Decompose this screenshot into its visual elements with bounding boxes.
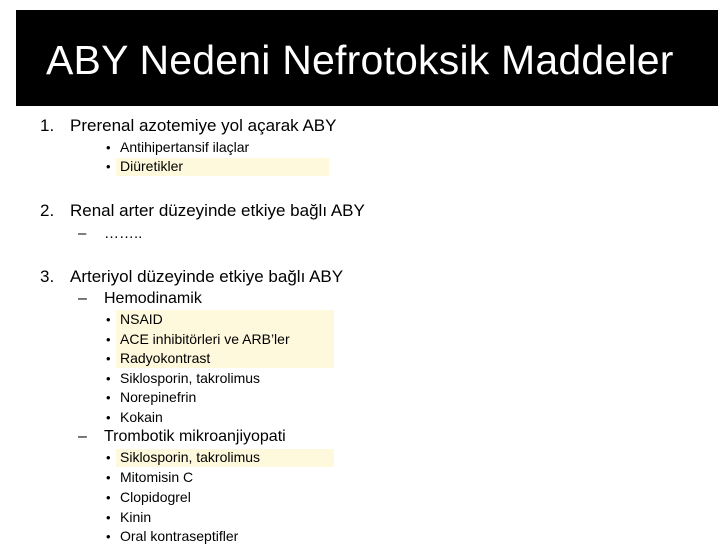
list-item: • Antihipertansif ilaçlar: [106, 139, 250, 155]
bullet-icon: •: [106, 490, 111, 505]
sub-item: – ……..: [78, 225, 143, 242]
section-2-text: Renal arter düzeyinde etkiye bağlı ABY: [70, 201, 365, 220]
section-2-number: 2.: [40, 201, 55, 220]
list-item: • Kokain: [106, 409, 163, 425]
list-item: • Kinin: [106, 509, 152, 525]
bullet-icon: •: [106, 529, 111, 544]
list-item: • Siklosporin, takrolimus: [106, 449, 261, 465]
section-1: [40, 116, 336, 136]
bullet-icon: •: [106, 410, 111, 425]
bullet-icon: •: [106, 371, 111, 386]
dash-icon: –: [78, 225, 87, 242]
section-3: [40, 267, 343, 287]
bullet-icon: •: [106, 159, 111, 174]
sub-item-hemodinamik: – Hemodinamik: [78, 290, 202, 307]
section-3-text: Arteriyol düzeyinde etkiye bağlı ABY: [70, 267, 344, 286]
dash-icon: –: [78, 428, 87, 445]
section-2: [40, 201, 365, 221]
bullet-icon: •: [106, 351, 111, 366]
list-item: • Norepinefrin: [106, 389, 197, 405]
bullet-icon: •: [106, 140, 111, 155]
bullet-icon: •: [106, 332, 111, 347]
list-item: • Oral kontraseptifler: [106, 528, 239, 544]
bullet-icon: •: [106, 312, 111, 327]
list-item: • Siklosporin, takrolimus: [106, 370, 261, 386]
dash-icon: –: [78, 290, 87, 307]
list-item: • Diüretikler: [106, 158, 184, 174]
list-item: • Radyokontrast: [106, 350, 211, 366]
bullet-icon: •: [106, 470, 111, 485]
bullet-icon: •: [106, 510, 111, 525]
bullet-icon: •: [106, 390, 111, 405]
bullet-icon: •: [106, 450, 111, 465]
section-1-text: Prerenal azotemiye yol açarak ABY: [70, 116, 337, 135]
list-item: • NSAID: [106, 311, 163, 327]
list-item: • ACE inhibitörleri ve ARB’ler: [106, 331, 290, 347]
slide-title: ABY Nedeni Nefrotoksik Maddeler: [46, 37, 674, 83]
section-3-number: 3.: [40, 267, 55, 286]
list-item: • Clopidogrel: [106, 489, 191, 505]
section-1-number: 1.: [40, 116, 55, 135]
list-item: • Mitomisin C: [106, 469, 194, 485]
sub-item-trombotik: – Trombotik mikroanjiyopati: [78, 428, 286, 445]
title-bar: [16, 10, 718, 106]
